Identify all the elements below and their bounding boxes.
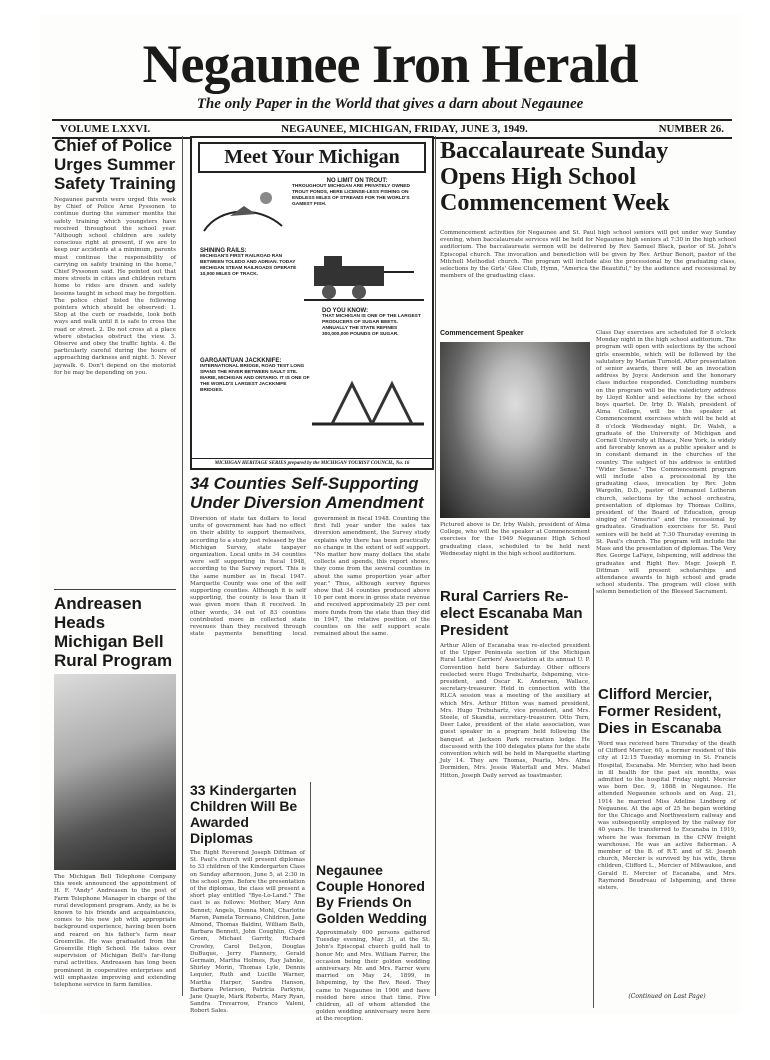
ad-sugar-heading: DO YOU KNOW: — [322, 308, 369, 314]
ad-bridge-heading: GARGANTUAN JACKKNIFE: — [200, 358, 282, 364]
andreasen-headline: Andreasen Heads Michigan Bell Rural Program — [54, 594, 173, 670]
kindergarten-body: The Right Reverend Joseph Dittman of St. Paul's church will present diplomas to 33 children of the Kindergarten Class on Sunday afternoon, June 5, at 2:30 in the school gym. Before the presentation of the diplomas, the class will present a short play entitled "Bye-Lo-Land." The cast is as follows: Mother, Mary Ann Bennet; Angels, Donna Mohl, Charlotte Maron, Pamela Torreano, Children, Jane Almond, Thomas Baldini, William Bath, Barbara Bennett, John Coughlin, Clyde Green, Michael Garrity, Richard Crowley, Carol DeLyon, Douglas DuBuque, Jerry Flannery, Gerald Germain, Martha Holmes, Ray Jahnke, Shirley Morin, Thomas Lyle, Dennis Lequier, Ruth and Lucille Warner, Martha Harper, Sandra Hanson, Barbara Peterson, Patricia Parkyns, Jane Quayle, Mark Roberts, Mary Ryan, Sandra Trevarrow, Franco Valeni, Robert Sales. — [190, 850, 305, 1015]
masthead-title: Negaunee Iron Herald — [142, 34, 638, 94]
speaker-photo-block — [440, 330, 590, 520]
baccalaureate-header — [440, 138, 736, 222]
carriers-headline: Rural Carriers Re-elect Escanaba Man President — [440, 588, 583, 639]
column-left — [54, 136, 176, 1006]
masthead-tagline: The only Paper in the World that gives a darn about Negaunee — [196, 96, 584, 112]
ad-rails-text: MICHIGAN'S FIRST RAILROAD RAN BETWEEN TOLEDO AND ADRIAN. TODAY MICHIGAN STEAM RAILROADS OPERATE 10,000 MILES OF TRACK. — [200, 254, 297, 277]
counties-body: Diversion of state tax dollars to local units of government has had no effect on their ability to support themselves, according to a study just released by the Michigan Survey, state taxpayer organization. Local units in 34 counties were self supporting in fiscal 1948, according to the Survey report. This is the same number as in fiscal 1947. Marquette County was one of the self supporting counties. Although it is self supporting, the county is less than it was given more than it received. In other words, 34 out of 83 counties contributed more in collected state revenues than they received through state payments benefiting local government in fiscal 1948. Counting the first full year under the sales tax diversion amendment, the Survey study explains why there has been practically no change in the extent of self support. "No matter how many dollars the state collects and spends, this report shows, they come from the several counties in about the same proportion year after year." Thus, although survey figures show that 34 counties produced above 10 per cent more in gross state revenue and received approximately 25 per cent more funds from the state than they did in 1947, the relative position of the counties on the self support scale remained about the same. — [190, 516, 430, 638]
mercier-body: Word was received here Thursday of the death of Clifford Mercier, 60, a former resident of this city at 12:15 Tuesday morning in St. Francis Hospital, Escanaba. Mr. Mercier, who had been in ill health for the past six months, was admitted to the hospital Friday night. Mercier was born Dec. 9, 1888 in Negaunee. He attended Negaunee schools and on Aug. 21, 1914 he married Miss Adeline Lindberg of Negaunee. At the age of 25 he began working for the Chicago and Northwestern railway and was subsequently employed by the railway for 40 years. He transferred to Escanaba in 1919, where he was foreman in the CNW freight warehouse. He was an active fisherman. A member of the B. of R.T. and of St. Joseph church, Mercier is survived by his wife, three children, Clifford L., Mercier of Milwaukee, and Gerald E. Mercier of Escanaba, and Mrs. Raymond Boudreau of Ishpeming, and three sisters. — [598, 741, 736, 892]
couple-body: Approximately 600 persons gathered Tuesday evening, May 31, at the St. John's Episcopal church guild hall to honor Mr. and Mrs. William Farrer, the occasion being their golden wedding anniversary. Mr. and Mrs. Farrer were married on May 24, 1899, in Ishpeming, by the Rev. Reed. They came to Negaunee in 1906 and have resided here since that time. Five children, all of whom attended the golden wedding anniversary were here at the reception. — [316, 930, 430, 1023]
kindergarten-article — [190, 782, 305, 1015]
ad-trout-heading: NO LIMIT ON TROUT: — [326, 178, 388, 184]
baccalaureate-lead — [440, 226, 736, 326]
speaker-label: Commencement Speaker — [440, 330, 524, 337]
mercier-article — [598, 686, 736, 1008]
couple-headline: Negaunee Couple Honored By Friends On Golden Wedding — [316, 862, 427, 926]
andreasen-photo-frame — [54, 674, 176, 870]
speaker-caption-block — [440, 522, 590, 582]
mercier-headline: Clifford Mercier, Former Resident, Dies in Escanaba — [598, 686, 722, 737]
ad-bridge-text: INTERNATIONAL BRIDGE, ROAD TEST LONG SPANS THE RIVER BETWEEN SAULT STE. MARIE, MICHIGAN AND ONTARIO. IT IS ONE OF THE WORLD'S LARGEST JACKKNIFE BRIDGES. — [200, 364, 310, 393]
ad-trout-block — [292, 178, 422, 208]
kindergarten-headline: 33 Kindergarten Children Will Be Awarded Diplomas — [190, 782, 298, 846]
police-headline: Chief of Police Urges Summer Safety Training — [54, 136, 176, 193]
mercier-continued: (Continued on Last Page) — [628, 993, 706, 1000]
carriers-body: Arthur Allen of Escanaba was re-elected president of the Upper Peninsula section of the Michigan Rural Letter Carriers' Association at its annual U. P. Convention held here Saturday. Other officers reelected were Hugo Trebuhartz, Ishpeming, vice-president, and Oscar K. Andersen, Wallace, secretary-treasurer. Held in connection with the RLCA session was a meeting of the auxiliary at which Mrs. Arthur Hitton was named president, Mrs. Hugo Trebuhartz, vice president, and Mrs. Steele, of Skandia, secretary-treasurer. Otto Tern, Deer Lake, president of the state association, was guest speaker in a program held following the banquet at Jackson Park recreation lodge. He discussed with the 100 delegates plans for the state convention which will be held in Marquette starting July 14. They are Thomas, Pearla, Mrs. Alma Dormiden, Mrs. Jessie Waterfall and Mrs. Mabel Hitton, Joseph Daily served as toastmaster. — [440, 643, 590, 779]
ad-trout-illustration — [200, 176, 286, 246]
baccalaureate-headline: Baccalaureate Sunday Opens High School Commencement Week — [440, 138, 670, 216]
issue-number: NUMBER 26. — [658, 123, 724, 135]
police-body: Negaunee parents were urged this week by Chief of Police Arne Pyssonen to continue during the summer months the safety training which youngsters have received throughout the school year. "Although school children are safety conscious right at present, if we are to keep our accidents at a minimum, parents must continue the responsibility of carrying on safety training in the home," Chief Pyssonen said. He pointed out that more streets in cities and children return home to rides are drawn and safety lessons taught in school may be forgotten. The police chief listed the following pointers which should be observed: 1. Stop at the curb or roadside, look both ways and walk until it is safe to cross the road or street. 2. Do not cross at a place where obstacles obstruct the view. 3. Observe and obey the traffic lights. 4. Be particularly careful during the hours of approaching darkness and night. 5. Never jaywalk. 6. Don't depend on the motorist for he may be depending on you. — [54, 197, 176, 376]
ad-rails-block — [200, 248, 300, 278]
ad-train-illustration — [304, 242, 424, 304]
ad-footer: MICHIGAN HERITAGE SERIES prepared by the MICHIGAN TOURIST COUNCIL, No. 16 — [192, 458, 432, 468]
ad-rails-heading: SHINING RAILS: — [200, 248, 247, 254]
ad-bridge-illustration — [312, 374, 424, 434]
andreasen-caption: The Michigan Bell Telephone Company this week announced the appointment of H. F. "Andy" Andreasen to the post of Farm Telephone Manager in charge of the rural development program. Andy, as he is known to his friends and acquaintances, comes to his new job with appropriate background experience, having been born and reared on his father's farm near Greenville. He was graduated from the Greenville High School. He takes over supervision of Michigan Bell's far-flung rural activities. Andreasen has long been prominent in cooperative enterprises and will emphasize improving and extending telephone service in farm families. — [54, 874, 176, 989]
baccalaureate-body: Commencement activities for Negaunee and St. Paul high school seniors will get under way Sunday evening, when baccalaureate services will be held for Negaunee high seniors at 7:30 in the high school auditorium. The baccalaureate sermon will be delivered by Rev. Samuel Black, pastor of St. John's Episcopal church. The invocation and benediction will be given by Rev. Arthur Benoit, pastor of the Mitchell Methodist church. The program will include also the processional by the graduating class, selections by the Girls' Glee Club, Hymn, "America the Beautiful," by the audience and recessional by members of the graduating class. — [440, 230, 736, 280]
baccalaureate-continued — [596, 330, 736, 678]
newspaper-page — [40, 14, 740, 1023]
volume-label: VOLUME LXXVI. — [60, 123, 151, 135]
ad-sugar-block — [322, 308, 424, 338]
ad-bridge-block — [200, 358, 310, 394]
speaker-photo — [440, 342, 590, 518]
andreasen-photo — [54, 674, 176, 870]
location-date: NEGAUNEE, MICHIGAN, FRIDAY, JUNE 3, 1949. — [281, 123, 528, 135]
ad-title: Meet Your Michigan — [198, 142, 426, 173]
baccalaureate-body2: Class Day exercises are scheduled for 8 o'clock Monday night in the high school auditorium. The program will open with selections by the school girls ensemble, which will be followed by the salutatory by Marian Turnold. After presentation of senior awards, there will be an invocation address by Joyce Anderson and the honorary class inductee responded. Concluding numbers on the program will be the valedictory address by Lloyd Kohler and selections by the school boys quartet. Dr. Irby D. Walsh, president of Alma College, will be the speaker at Commencement exercises which will be held at 8 o'clock Wednesday night. Dr. Walsh, a graduate of the University of Michigan and Cornell University at Ithaca, New York, is widely and favorably known as a public speaker and is in constant demand in the churches of the country. The subject of his address is entitled "Wider Sense." The Commencement program will include also a processional by the graduating class, invocation by Rev. John Wargolin, D.D., pastor of Immanuel Lutheran church, selections by the school orchestra, presentation of diplomas by Thomas Collins, president of the Board of Education, group singing of "America" and the recessional by graduates. Graduation exercises for St. Paul seniors will be held at 7:30 Thursday evening in St. Paul's church. The program will include the Mass and the presentation of diplomas. The Very Rev. George LaFaye, Ishpeming, will address the graduates and Right Rev. Msgr. Joseph F. Dittman will present scholarships and attendance awards to high school and grade school students. The program will close with solemn benediction of the Blessed Sacrament. — [596, 330, 736, 596]
speaker-caption: Pictured above is Dr. Irby Walsh, president of Alma College, who will be the speaker at Commencement exercises for the 1949 Negaunee High School graduating class, scheduled to be held next Wednesday night in the high school auditorium. — [440, 522, 590, 557]
counties-article — [190, 474, 430, 774]
carriers-article — [440, 588, 590, 1008]
ad-sugar-text: THAT MICHIGAN IS ONE OF THE LARGEST PRODUCERS OF SUGAR BEETS. ANNUALLY THE STATE REFINES 300,000,000 POUNDS OF SUGAR. — [322, 314, 421, 337]
ad-trout-text: THROUGHOUT MICHIGAN ARE PRIVATELY OWNED TROUT PONDS, HERE LICENSE-LESS FISHING ON ENDLESS MILES OF STREAMS FOR THE WORLD'S GAMEST FISH. — [292, 184, 410, 207]
counties-headline: 34 Counties Self-Supporting Under Diversion Amendment — [190, 474, 424, 512]
couple-article — [316, 862, 430, 1023]
meet-your-michigan-ad — [190, 136, 434, 470]
